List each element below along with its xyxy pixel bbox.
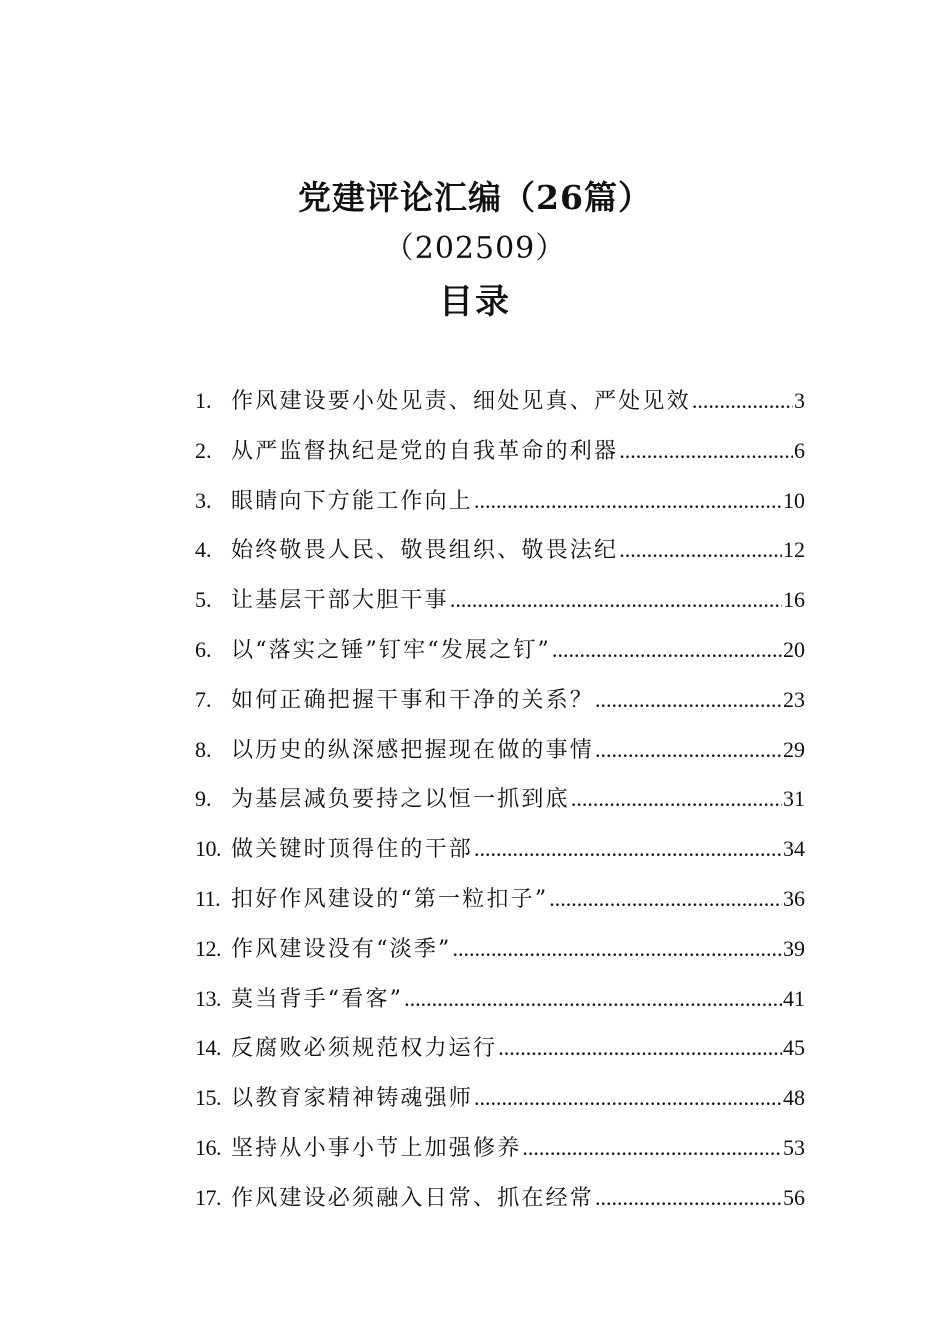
toc-dot-leader [498, 1023, 782, 1073]
toc-dot-leader [595, 675, 782, 725]
toc-entry-page: 31 [783, 786, 805, 812]
toc-dot-leader [404, 974, 782, 1024]
toc-entry-page: 41 [783, 985, 805, 1011]
toc-entry-title: 反腐败必须规范权力运行 [231, 1036, 498, 1062]
toc-entry-4[interactable] [195, 525, 805, 575]
toc-dot-leader [474, 476, 782, 526]
toc-entry-page: 3 [794, 388, 805, 413]
toc-entry-2[interactable] [195, 426, 805, 476]
toc-entry-14[interactable] [195, 1023, 805, 1073]
toc-entry-7[interactable] [195, 675, 805, 725]
toc-entry-number: 14. [195, 1035, 221, 1061]
toc-dot-leader [450, 575, 782, 625]
toc-entry-page: 29 [783, 736, 805, 762]
toc-entry-title: 为基层减负要持之以恒一抓到底 [231, 787, 570, 813]
toc-entry-number: 10. [195, 836, 221, 862]
toc-dot-leader [474, 824, 782, 874]
toc-entry-number: 16. [195, 1134, 221, 1160]
toc-dot-leader [619, 426, 793, 476]
toc-entry-number: 4. [195, 537, 212, 563]
toc-dot-leader [692, 376, 793, 426]
toc-entry-page: 6 [794, 437, 805, 463]
toc-entry-page: 53 [783, 1134, 805, 1160]
toc-entry-number: 11. [195, 885, 221, 911]
toc-entry-number: 17. [195, 1184, 221, 1210]
toc-dot-leader [549, 874, 782, 924]
toc-entry-12[interactable] [195, 924, 805, 974]
toc-dot-leader [595, 1173, 782, 1223]
toc-entry-number: 7. [195, 686, 212, 712]
toc-entry-5[interactable] [195, 575, 805, 625]
toc-entry-page: 12 [783, 537, 805, 563]
toc-dot-leader [619, 525, 782, 575]
toc-entry-title: 作风建设没有“淡季” [231, 936, 452, 962]
toc-entry-page: 39 [783, 935, 805, 961]
toc-entry-title: 扣好作风建设的“第一粒扣子” [231, 886, 549, 912]
toc-entry-number: 6. [195, 636, 212, 662]
toc-entry-title: 作风建设要小处见责、细处见真、严处见效 [231, 389, 691, 414]
toc-entry-number: 2. [195, 437, 212, 463]
toc-dot-leader [522, 1123, 782, 1173]
document-title: 党建评论汇编（26篇） [298, 178, 652, 217]
toc-dot-leader [571, 774, 782, 824]
toc-entry-title: 始终敬畏人民、敬畏组织、敬畏法纪 [231, 538, 619, 564]
toc-entry-page: 45 [783, 1035, 805, 1061]
toc-entry-number: 5. [195, 587, 212, 613]
toc-dot-leader [552, 625, 782, 675]
toc-entry-page: 48 [783, 1085, 805, 1111]
toc-entry-3[interactable] [195, 476, 805, 526]
table-of-contents [195, 376, 805, 1223]
toc-entry-title: 坚持从小事小节上加强修养 [231, 1135, 522, 1161]
toc-entry-page: 36 [783, 885, 805, 911]
toc-entry-title: 以历史的纵深感把握现在做的事情 [231, 737, 595, 763]
toc-entry-title: 以“落实之锤”钉牢“发展之钉” [231, 637, 551, 663]
toc-entry-page: 10 [783, 487, 805, 513]
toc-entry-title: 以教育家精神铸魂强师 [231, 1086, 474, 1112]
toc-entry-page: 23 [783, 686, 805, 712]
toc-entry-1[interactable] [195, 376, 805, 426]
toc-entry-title: 如何正确把握干事和干净的关系？ [231, 687, 595, 713]
toc-entry-11[interactable] [195, 874, 805, 924]
toc-dot-leader [595, 725, 782, 775]
toc-heading: 目录 [439, 282, 511, 322]
toc-dot-leader [453, 924, 783, 974]
toc-entry-title: 眼睛向下方能工作向上 [231, 488, 474, 514]
toc-entry-number: 13. [195, 985, 221, 1011]
toc-entry-number: 15. [195, 1085, 221, 1111]
toc-entry-8[interactable] [195, 725, 805, 775]
toc-entry-9[interactable] [195, 774, 805, 824]
toc-entry-page: 56 [783, 1184, 805, 1210]
toc-entry-number: 1. [195, 388, 212, 413]
toc-entry-6[interactable] [195, 625, 805, 675]
toc-entry-title: 作风建设必须融入日常、抓在经常 [231, 1185, 595, 1211]
toc-entry-number: 3. [195, 487, 212, 513]
document-date: （202509） [383, 231, 567, 266]
toc-dot-leader [474, 1073, 782, 1123]
toc-entry-title: 让基层干部大胆干事 [231, 588, 449, 614]
toc-entry-page: 34 [783, 836, 805, 862]
toc-entry-page: 16 [783, 587, 805, 613]
toc-entry-10[interactable] [195, 824, 805, 874]
toc-entry-number: 8. [195, 736, 212, 762]
toc-entry-15[interactable] [195, 1073, 805, 1123]
toc-entry-number: 9. [195, 786, 212, 812]
toc-entry-page: 20 [783, 636, 805, 662]
toc-entry-17[interactable] [195, 1173, 805, 1223]
toc-entry-13[interactable] [195, 974, 805, 1024]
toc-entry-16[interactable] [195, 1123, 805, 1173]
toc-entry-number: 12. [195, 935, 221, 961]
toc-entry-title: 做关键时顶得住的干部 [231, 837, 474, 863]
toc-entry-title: 莫当背手“看客” [231, 986, 404, 1012]
toc-entry-title: 从严监督执纪是党的自我革命的利器 [231, 438, 619, 464]
